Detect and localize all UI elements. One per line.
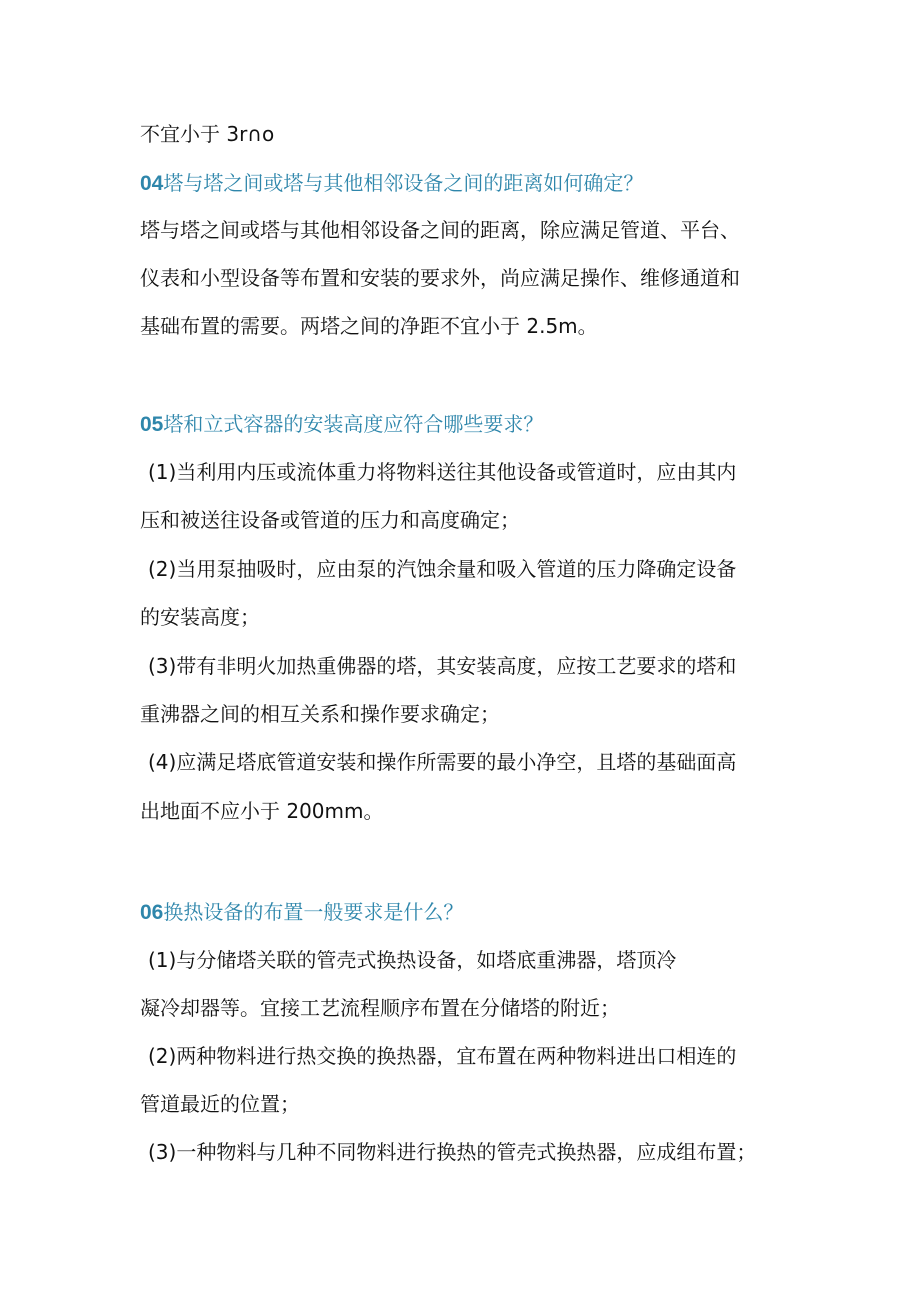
answer-05-line: 压和被送往设备或管道的压力和高度确定； [140,508,520,532]
question-04-heading [140,169,643,198]
answer-05-line: (1)当利用内压或流体重力将物料送往其他设备或管道时，应由其内 [148,460,737,484]
question-05-number: 05 [140,413,164,436]
answer-05-line: 的安装高度； [140,605,260,629]
answer-06-line: 管道最近的位置； [140,1092,300,1116]
answer-05-line: 重沸器之间的相互关系和操作要求确定； [140,702,500,726]
answer-04-line: 仪表和小型设备等布置和安装的要求外，尚应满足操作、维修通道和 [140,266,740,290]
question-06-heading [140,898,463,927]
answer-04-line: 塔与塔之间或塔与其他相邻设备之间的距离，除应满足管道、平台、 [140,218,740,242]
question-04-text: 塔与塔之间或塔与其他相邻设备之间的距离如何确定？ [163,171,644,195]
question-06-number: 06 [140,901,164,924]
question-05-text: 塔和立式容器的安装高度应符合哪些要求？ [163,412,544,436]
answer-06-line: 凝冷却器等。宜接工艺流程顺序布置在分储塔的附近； [140,996,620,1020]
answer-04-line: 基础布置的需要。两塔之间的净距不宜小于 2.5m。 [140,314,598,338]
answer-06-line: (3)一种物料与几种不同物料进行换热的管壳式换热器，应成组布置； [148,1140,757,1164]
intro-fragment: 不宜小于 3r∩o [140,122,275,146]
question-06-text: 换热设备的布置一般要求是什么？ [163,900,464,924]
answer-05-line: 出地面不应小于 200mm。 [140,799,384,823]
question-04-number: 04 [140,172,164,195]
question-05-heading [140,410,543,439]
answer-06-line: (2)两种物料进行热交换的换热器，宜布置在两种物料进出口相连的 [148,1044,737,1068]
answer-05-line: (2)当用泵抽吸时，应由泵的汽蚀余量和吸入管道的压力降确定设备 [148,557,737,581]
answer-05-line: (3)带有非明火加热重佛器的塔，其安装高度，应按工艺要求的塔和 [148,654,737,678]
answer-06-line: (1)与分储塔关联的管壳式换热设备，如塔底重沸器，塔顶冷 [148,948,677,972]
answer-05-line: (4)应满足塔底管道安装和操作所需要的最小净空，且塔的基础面高 [148,750,737,774]
